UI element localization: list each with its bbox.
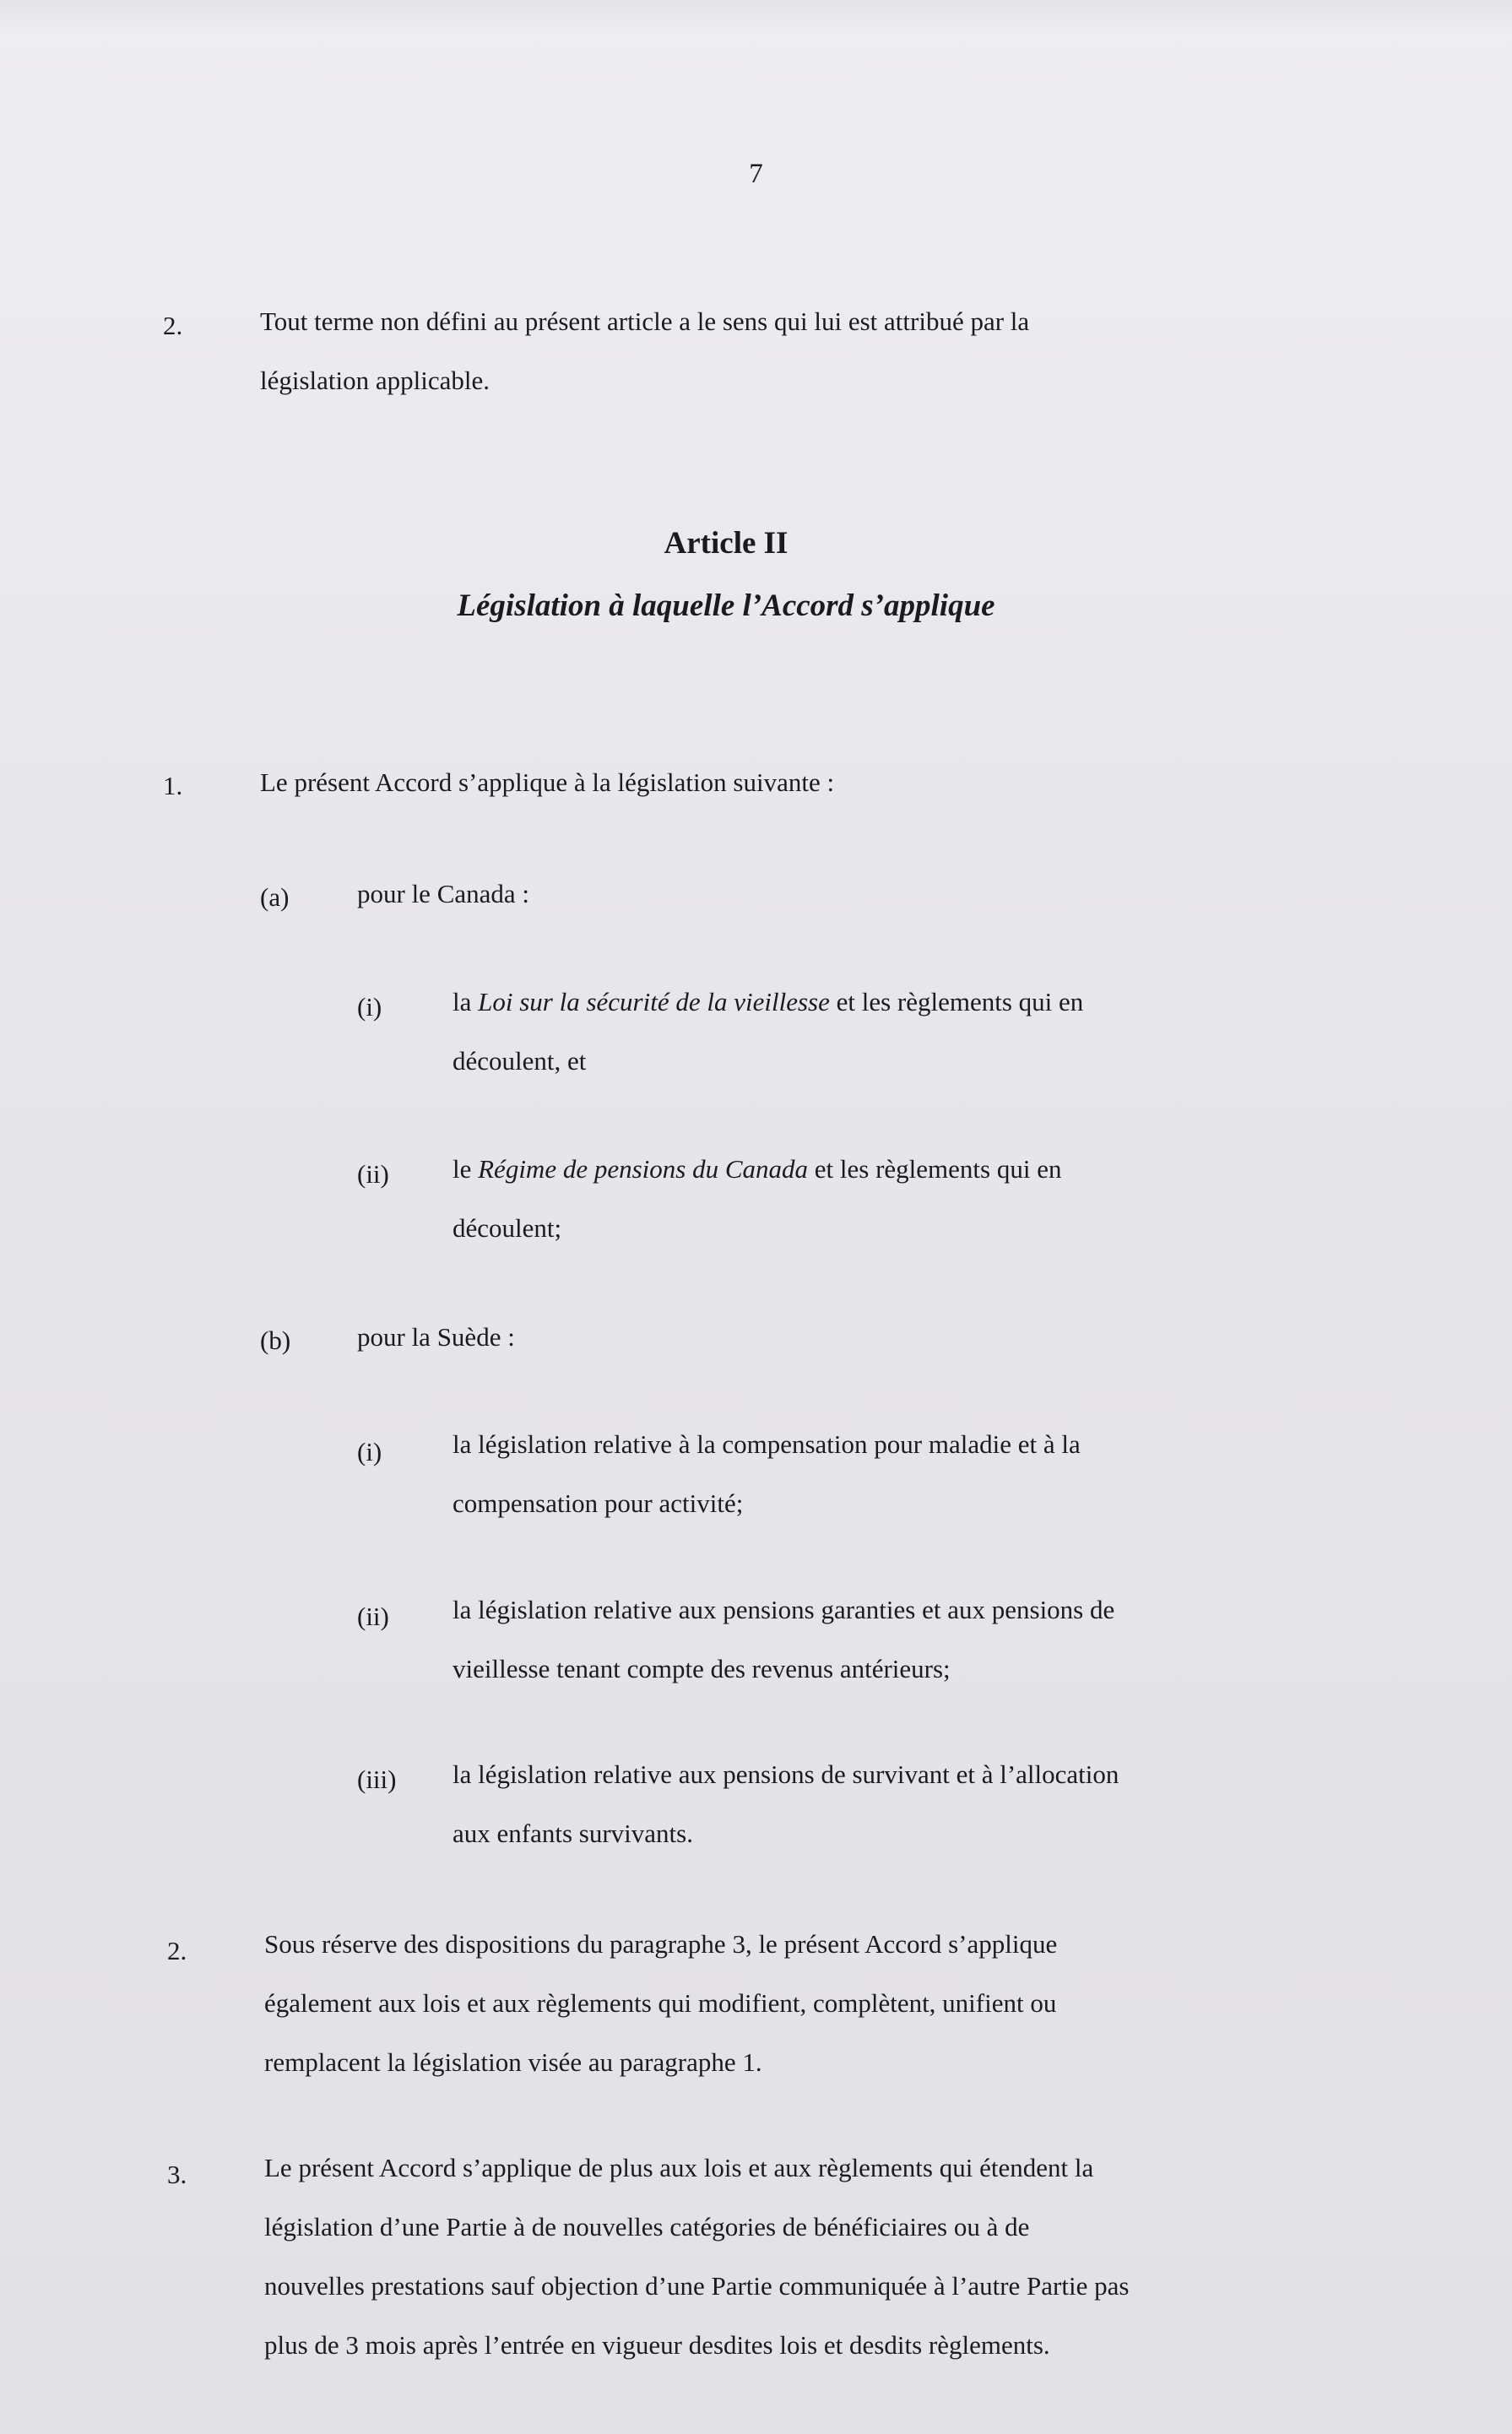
text-fragment: la bbox=[453, 987, 479, 1016]
para2-number: 2. bbox=[167, 1936, 187, 1965]
text-line: vieillesse tenant compte des revenus antérieurs; bbox=[453, 1654, 951, 1683]
para-top-number: 2. bbox=[163, 311, 183, 340]
item-a-text: pour le Canada : bbox=[357, 879, 530, 908]
para3-number: 3. bbox=[167, 2160, 187, 2189]
item-b-i-label: (i) bbox=[357, 1437, 382, 1466]
item-b-iii-label: (iii) bbox=[357, 1765, 397, 1794]
para3-text bbox=[264, 2139, 1129, 2375]
item-b-ii-label: (ii) bbox=[357, 1602, 389, 1631]
item-b-ii-text bbox=[453, 1580, 1114, 1699]
para2-text bbox=[264, 1915, 1057, 2092]
text-line: législation d’une Partie à de nouvelles catégories de bénéficiaires ou à de bbox=[264, 2212, 1030, 2242]
text-line: la législation relative aux pensions garanties et aux pensions de bbox=[453, 1595, 1115, 1624]
item-a-ii-text bbox=[453, 1140, 1061, 1258]
item-a-i-text bbox=[453, 973, 1083, 1091]
text-line: découlent; bbox=[453, 1213, 562, 1243]
para1-number: 1. bbox=[163, 771, 183, 800]
article-title: Article II bbox=[664, 526, 789, 561]
item-a-ii-label: (ii) bbox=[357, 1159, 389, 1189]
text-line: la législation relative aux pensions de survivant et à l’allocation bbox=[453, 1759, 1119, 1789]
text-line: plus de 3 mois après l’entrée en vigueur desdites lois et desdits règlements. bbox=[264, 2330, 1050, 2360]
para1-text: Le présent Accord s’applique à la législation suivante : bbox=[260, 767, 835, 797]
text-line: législation applicable. bbox=[260, 366, 490, 395]
law-title-italic: Régime de pensions du Canada bbox=[478, 1154, 809, 1184]
text-line: Le présent Accord s’applique de plus aux lois et aux règlements qui étendent la bbox=[264, 2153, 1094, 2182]
article-subtitle: Législation à laquelle l’Accord s’applique bbox=[457, 588, 995, 623]
item-b-label: (b) bbox=[260, 1325, 291, 1355]
text-line bbox=[453, 973, 1083, 1032]
text-line: Tout terme non défini au présent article a le sens qui lui est attribué par la bbox=[260, 306, 1030, 336]
text-line: également aux lois et aux règlements qui modifient, complètent, unifient ou bbox=[264, 1988, 1057, 2018]
text-line: remplacent la législation visée au paragraphe 1. bbox=[264, 2047, 762, 2077]
page-number: 7 bbox=[749, 159, 763, 189]
text-line bbox=[453, 1140, 1061, 1199]
text-line: aux enfants survivants. bbox=[453, 1819, 693, 1848]
text-line: compensation pour activité; bbox=[453, 1488, 744, 1518]
law-title-italic: Loi sur la sécurité de la vieillesse bbox=[478, 987, 830, 1016]
item-a-i-label: (i) bbox=[357, 992, 382, 1022]
text-fragment: et les règlements qui en bbox=[829, 987, 1084, 1016]
item-b-iii-text bbox=[453, 1745, 1119, 1863]
text-line: nouvelles prestations sauf objection d’une Partie communiquée à l’autre Partie pas bbox=[264, 2271, 1130, 2301]
item-a-label: (a) bbox=[260, 882, 290, 912]
text-line: la législation relative à la compensation pour maladie et à la bbox=[453, 1429, 1081, 1459]
para-top-text bbox=[260, 292, 1029, 410]
item-b-i-text bbox=[453, 1415, 1081, 1533]
text-fragment: et les règlements qui en bbox=[808, 1154, 1062, 1184]
scan-edge-shade bbox=[0, 0, 1512, 34]
item-b-text: pour la Suède : bbox=[357, 1322, 515, 1352]
text-fragment: le bbox=[453, 1154, 479, 1184]
text-line: découlent, et bbox=[453, 1046, 587, 1076]
text-line: Sous réserve des dispositions du paragraphe 3, le présent Accord s’applique bbox=[264, 1929, 1058, 1959]
